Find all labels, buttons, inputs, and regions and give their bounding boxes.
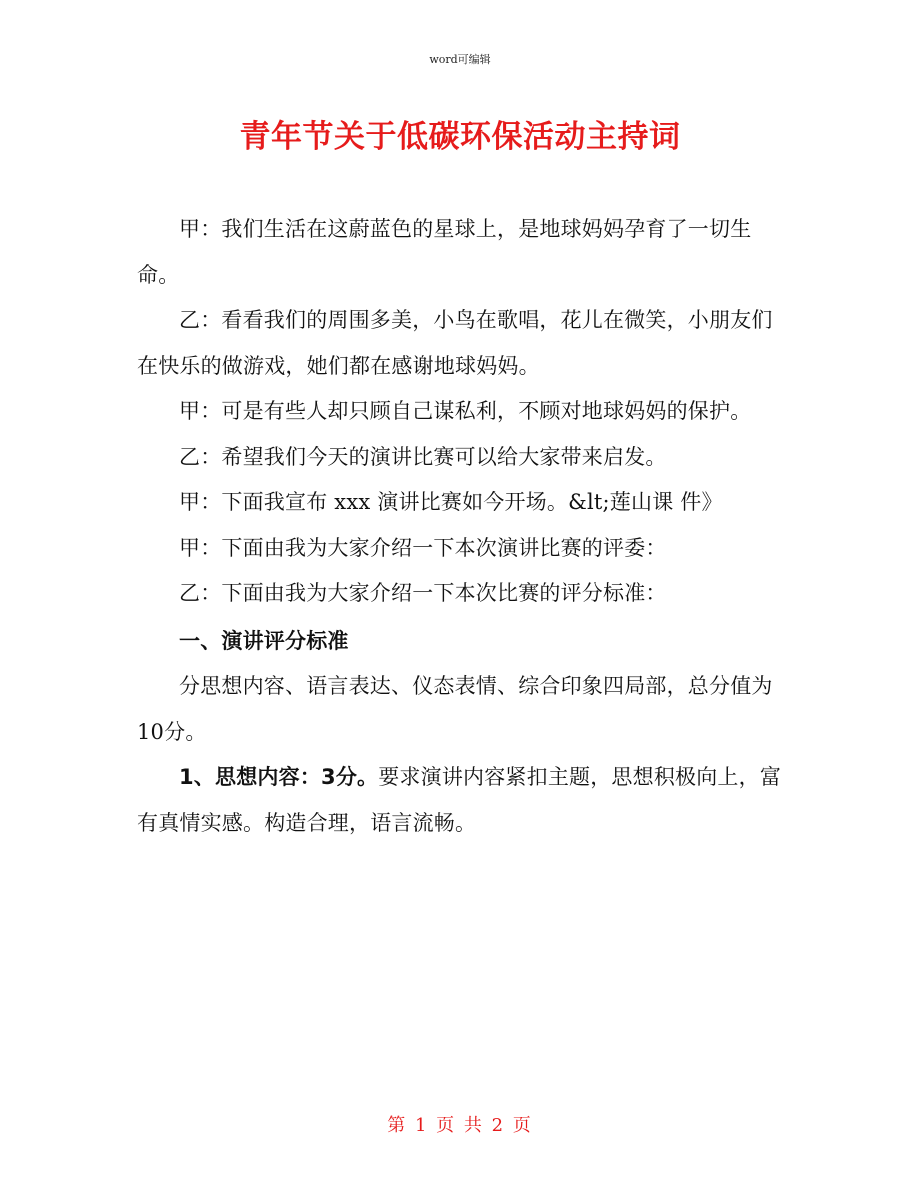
dialogue-paragraph: 甲：下面由我为大家介绍一下本次演讲比赛的评委： (179, 535, 667, 560)
document-body (137, 207, 783, 846)
dialogue-paragraph: 乙：看看我们的周围多美，小鸟在歌唱，花儿在微笑，小朋友们在快乐的做游戏，她们都在感谢地球妈妈。 (137, 308, 773, 378)
header-note: word可编辑 (429, 53, 491, 66)
criterion-text: 要求演讲内容紧扣主题，思想积极向上，富有真情实感。构造合理，语言流畅。 (137, 765, 782, 835)
dialogue-paragraph: 乙：希望我们今天的演讲比赛可以给大家带来启发。 (179, 444, 667, 469)
dialogue-paragraph: 甲：下面我宣布 xxx 演讲比赛如今开场。&lt;莲山课 件》 (179, 490, 723, 514)
criterion-paragraph (137, 755, 783, 846)
dialogue-paragraph: 甲：可是有些人却只顾自己谋私利，不顾对地球妈妈的保护。 (179, 399, 752, 423)
dialogue-paragraph: 甲：我们生活在这蔚蓝色的星球上，是地球妈妈孕育了一切生命。 (137, 217, 752, 287)
document-title: 青年节关于低碳环保活动主持词 (239, 119, 681, 155)
dialogue-paragraph: 乙：下面由我为大家介绍一下本次比赛的评分标准： (179, 581, 667, 605)
page-footer: 第 1 页 共 2 页 (387, 1115, 533, 1136)
summary-paragraph: 分思想内容、语言表达、仪态表情、综合印象四局部，总分值为10分。 (137, 674, 773, 744)
section-heading: 一、演讲评分标准 (179, 628, 349, 653)
criterion-label: 1、思想内容：3分。 (179, 765, 379, 789)
